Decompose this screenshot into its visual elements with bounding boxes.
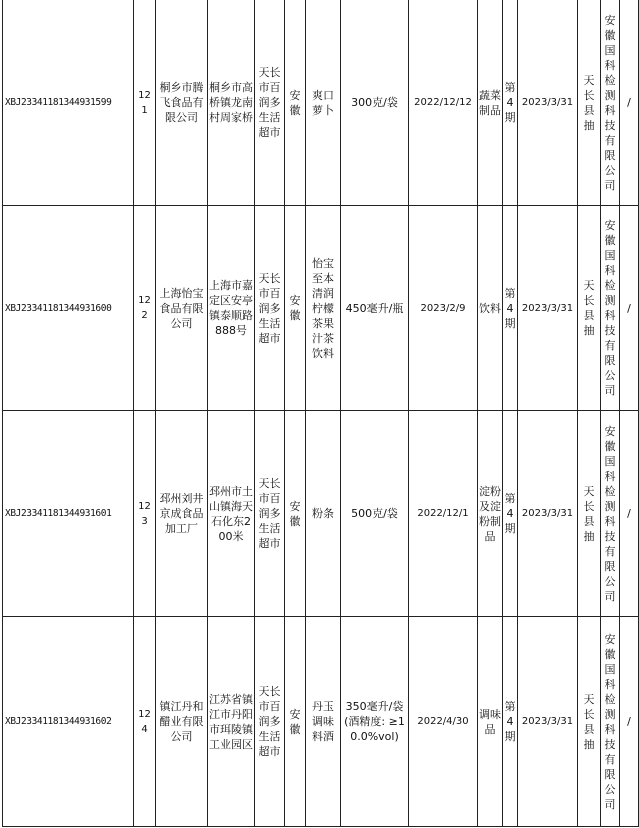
testing-agency: 安徽国科检测科技有限公司: [601, 206, 620, 411]
production-date: 2022/12/1: [409, 411, 478, 617]
period: 第4期: [503, 411, 518, 617]
period: 第4期: [503, 0, 518, 206]
manufacturer-address: 邳州市土山镇海天石化东200米: [208, 411, 255, 617]
specification: 500克/袋: [341, 411, 409, 617]
manufacturer-address: 江苏省镇江市丹阳市珥陵镇工业园区: [208, 617, 255, 827]
task-source: 天长县抽: [578, 411, 601, 617]
announce-date: 2023/3/31: [518, 0, 578, 206]
manufacturer: 镇江丹和醋业有限公司: [156, 617, 208, 827]
province: 安徽: [285, 0, 306, 206]
sample-code: XBJ23341181344931600: [3, 206, 134, 411]
remark: /: [620, 617, 639, 827]
sample-code: XBJ23341181344931602: [3, 617, 134, 827]
manufacturer-address: 桐乡市高桥镇龙南村周家桥: [208, 0, 255, 206]
period: 第4期: [503, 206, 518, 411]
specification: 350毫升/袋 (酒精度: ≥10.0%vol): [341, 617, 409, 827]
manufacturer: 邳州刘井京成食品加工厂: [156, 411, 208, 617]
testing-agency: 安徽国科检测科技有限公司: [601, 411, 620, 617]
food-category: 淀粉及淀粉制品: [478, 411, 503, 617]
sample-code: XBJ23341181344931599: [3, 0, 134, 206]
manufacturer: 上海怡宝食品有限公司: [156, 206, 208, 411]
sampled-unit: 天长市百润多生活超市: [255, 206, 285, 411]
remark: /: [620, 206, 639, 411]
production-date: 2022/4/30: [409, 617, 478, 827]
specification: 450毫升/瓶: [341, 206, 409, 411]
testing-agency: 安徽国科检测科技有限公司: [601, 0, 620, 206]
product-name: 怡宝至本清润柠檬茶果汁茶饮料: [306, 206, 341, 411]
product-name: 粉条: [306, 411, 341, 617]
sequence-number: 123: [134, 411, 156, 617]
product-name: 爽口萝卜: [306, 0, 341, 206]
manufacturer: 桐乡市腾飞食品有限公司: [156, 0, 208, 206]
sampled-unit: 天长市百润多生活超市: [255, 411, 285, 617]
production-date: 2022/12/12: [409, 0, 478, 206]
testing-agency: 安徽国科检测科技有限公司: [601, 617, 620, 827]
sampled-unit: 天长市百润多生活超市: [255, 0, 285, 206]
specification: 300克/袋: [341, 0, 409, 206]
task-source: 天长县抽: [578, 0, 601, 206]
table-row: [3, 411, 639, 617]
product-name: 丹玉调味料酒: [306, 617, 341, 827]
remark: /: [620, 411, 639, 617]
food-category: 饮料: [478, 206, 503, 411]
announce-date: 2023/3/31: [518, 617, 578, 827]
table-row: [3, 0, 639, 206]
inspection-table: [2, 0, 639, 827]
announce-date: 2023/3/31: [518, 206, 578, 411]
sample-code: XBJ23341181344931601: [3, 411, 134, 617]
manufacturer-address: 上海市嘉定区安亭镇泰顺路888号: [208, 206, 255, 411]
announce-date: 2023/3/31: [518, 411, 578, 617]
sequence-number: 121: [134, 0, 156, 206]
province: 安徽: [285, 617, 306, 827]
sequence-number: 124: [134, 617, 156, 827]
task-source: 天长县抽: [578, 617, 601, 827]
province: 安徽: [285, 206, 306, 411]
province: 安徽: [285, 411, 306, 617]
production-date: 2023/2/9: [409, 206, 478, 411]
food-category: 调味品: [478, 617, 503, 827]
task-source: 天长县抽: [578, 206, 601, 411]
sequence-number: 122: [134, 206, 156, 411]
remark: /: [620, 0, 639, 206]
period: 第4期: [503, 617, 518, 827]
food-category: 蔬菜制品: [478, 0, 503, 206]
table-row: [3, 617, 639, 827]
table-row: [3, 206, 639, 411]
sampled-unit: 天长市百润多生活超市: [255, 617, 285, 827]
